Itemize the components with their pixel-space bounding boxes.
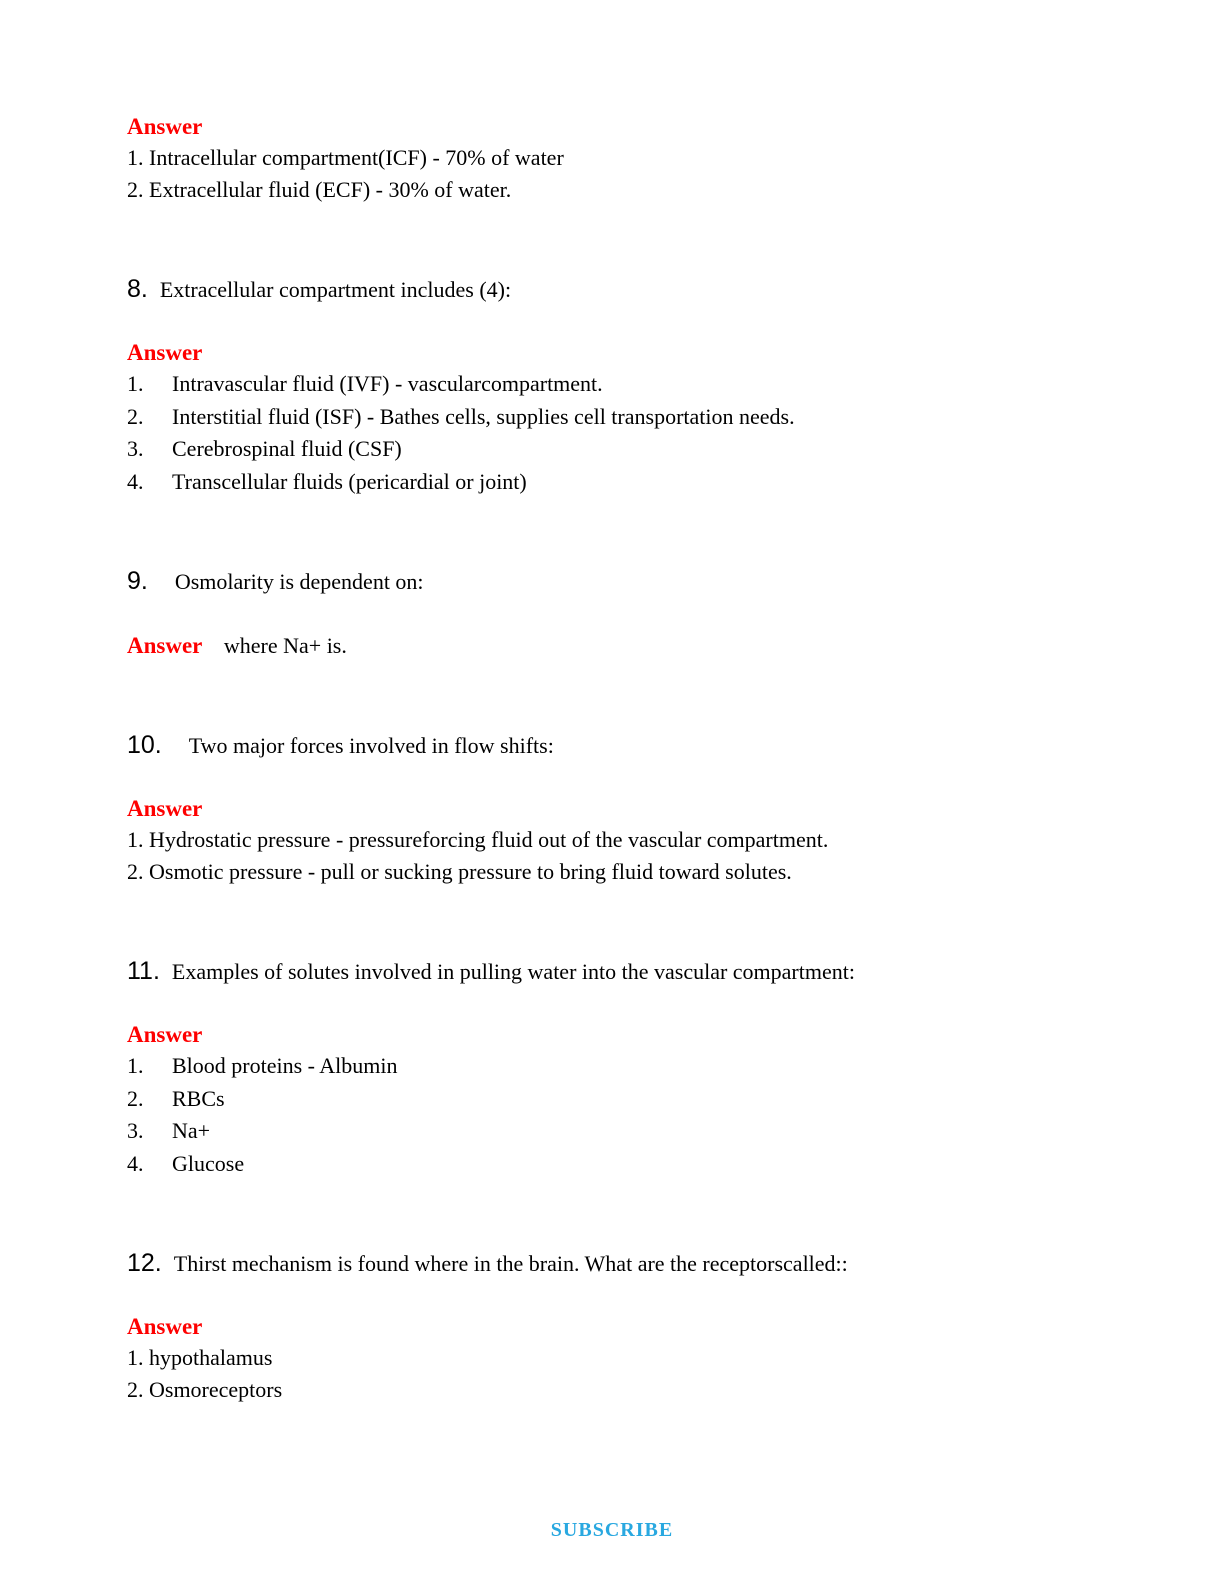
answer-heading: Answer bbox=[127, 1314, 203, 1339]
list-text: Interstitial fluid (ISF) - Bathes cells, supplies cell transportation needs. bbox=[172, 403, 795, 429]
question-number: 8. bbox=[127, 275, 148, 303]
answer-text: where Na+ is. bbox=[223, 633, 347, 658]
answer-item: 1. hypothalamus bbox=[127, 1345, 273, 1370]
answer-list-item bbox=[127, 1115, 1134, 1148]
answer-item: 2. Osmoreceptors bbox=[127, 1377, 283, 1402]
list-text: RBCs bbox=[172, 1085, 225, 1111]
question-block-12 bbox=[127, 1246, 1134, 1406]
question-row bbox=[127, 728, 1134, 763]
answer-item: 2. Osmotic pressure - pull or sucking pressure to bring fluid toward solutes. bbox=[127, 859, 792, 884]
page-footer bbox=[0, 1519, 1224, 1542]
question-block-8 bbox=[127, 272, 1134, 498]
answer-heading: Answer bbox=[127, 340, 203, 365]
question-number: 9. bbox=[127, 567, 148, 595]
answer-item: 1. Intracellular compartment(ICF) - 70% of water bbox=[127, 145, 564, 170]
question-row bbox=[127, 954, 1134, 989]
question-number: 11. bbox=[127, 957, 160, 985]
answer-block-7 bbox=[127, 112, 1134, 206]
list-text: Transcellular fluids (pericardial or joint) bbox=[172, 468, 527, 494]
list-number: 1. bbox=[127, 371, 144, 396]
question-number: 10. bbox=[127, 731, 162, 759]
answer-list-item bbox=[127, 433, 1134, 466]
answer-item: 2. Extracellular fluid (ECF) - 30% of water. bbox=[127, 177, 512, 202]
list-number: 2. bbox=[127, 403, 144, 429]
list-number: 1. bbox=[127, 1053, 144, 1078]
list-text: Glucose bbox=[172, 1150, 245, 1176]
answer-list-item bbox=[127, 466, 1134, 499]
answer-list-item bbox=[127, 401, 1134, 434]
answer-list-item bbox=[127, 1050, 1134, 1083]
answer-list-item bbox=[127, 368, 1134, 401]
question-row bbox=[127, 272, 1134, 307]
list-number: 4. bbox=[127, 1150, 144, 1176]
answer-heading: Answer bbox=[127, 796, 203, 821]
list-number: 2. bbox=[127, 1085, 144, 1111]
list-number: 3. bbox=[127, 436, 144, 461]
subscribe-link[interactable]: SUBSCRIBE bbox=[550, 1519, 674, 1541]
answer-heading: Answer bbox=[127, 114, 203, 139]
list-number: 3. bbox=[127, 1118, 144, 1143]
answer-heading: Answer bbox=[127, 1022, 203, 1047]
question-block-9 bbox=[127, 564, 1134, 662]
question-block-10 bbox=[127, 728, 1134, 888]
question-number: 12. bbox=[127, 1249, 162, 1277]
question-text: Thirst mechanism is found where in the brain. What are the receptorscalled:: bbox=[173, 1251, 848, 1276]
list-text: Cerebrospinal fluid (CSF) bbox=[172, 436, 402, 461]
question-text: Osmolarity is dependent on: bbox=[174, 569, 424, 594]
answer-list-item bbox=[127, 1083, 1134, 1116]
question-text: Extracellular compartment includes (4): bbox=[159, 277, 512, 302]
answer-item: 1. Hydrostatic pressure - pressureforcing fluid out of the vascular compartment. bbox=[127, 827, 829, 852]
answer-inline-row bbox=[127, 630, 1134, 662]
question-text: Two major forces involved in flow shifts: bbox=[188, 733, 554, 758]
list-text: Blood proteins - Albumin bbox=[172, 1053, 398, 1078]
question-row bbox=[127, 564, 1134, 599]
answer-list-item bbox=[127, 1148, 1134, 1181]
list-text: Na+ bbox=[172, 1118, 211, 1143]
question-row bbox=[127, 1246, 1134, 1281]
question-block-11 bbox=[127, 954, 1134, 1180]
answer-heading: Answer bbox=[127, 633, 203, 658]
question-text: Examples of solutes involved in pulling water into the vascular compartment: bbox=[171, 959, 855, 984]
list-number: 4. bbox=[127, 468, 144, 494]
list-text: Intravascular fluid (IVF) - vascularcompartment. bbox=[172, 371, 603, 396]
